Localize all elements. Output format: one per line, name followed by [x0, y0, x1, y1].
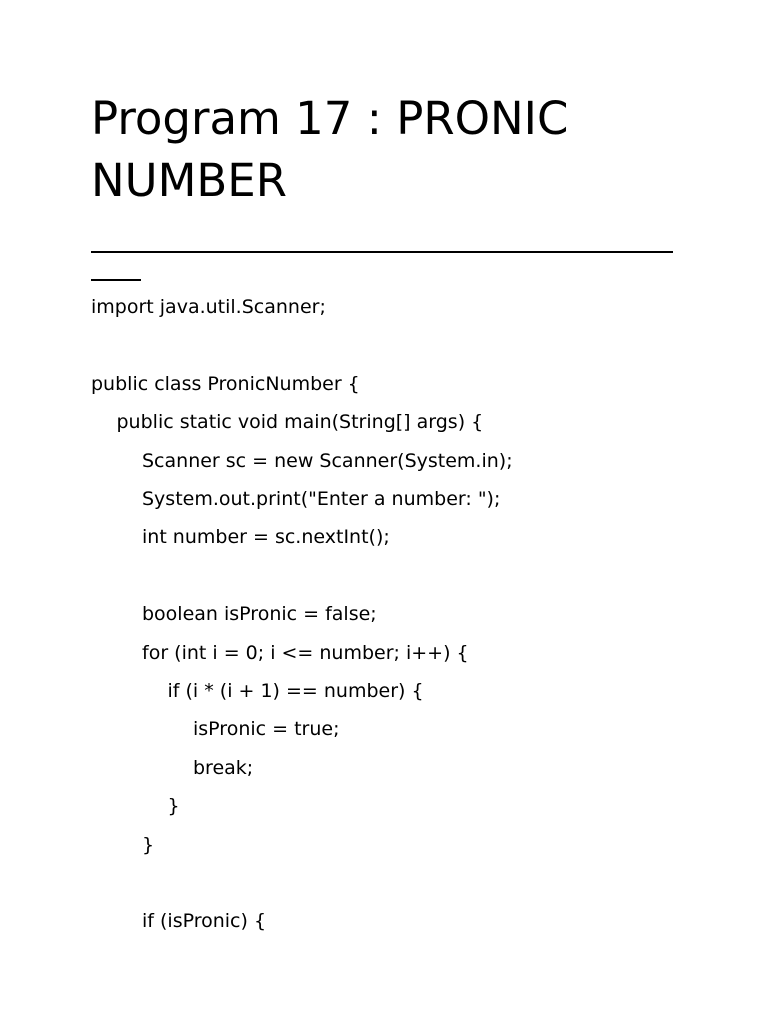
title-divider-long — [91, 251, 673, 253]
code-line: System.out.print("Enter a number: "); — [142, 488, 501, 510]
code-line: if (i * (i + 1) == number) { — [167, 680, 424, 702]
code-line: } — [142, 833, 155, 856]
document-page — [91, 0, 691, 1024]
code-line: Scanner sc = new Scanner(System.in); — [142, 449, 513, 472]
code-line: import java.util.Scanner; — [91, 296, 326, 318]
code-line: if (isPronic) { — [142, 910, 267, 933]
code-line: public class PronicNumber { — [91, 372, 360, 395]
code-line: break; — [193, 756, 254, 779]
code-line: public static void main(String[] args) { — [116, 411, 484, 434]
code-line: int number = sc.nextInt(); — [142, 526, 390, 549]
page-title: Program 17 : PRONIC NUMBER — [91, 92, 569, 207]
code-line: isPronic = true; — [193, 718, 340, 741]
code-line: } — [167, 795, 180, 818]
code-line: for (int i = 0; i <= number; i++) { — [142, 641, 469, 664]
code-line: boolean isPronic = false; — [142, 603, 377, 626]
title-divider-short — [91, 279, 141, 281]
